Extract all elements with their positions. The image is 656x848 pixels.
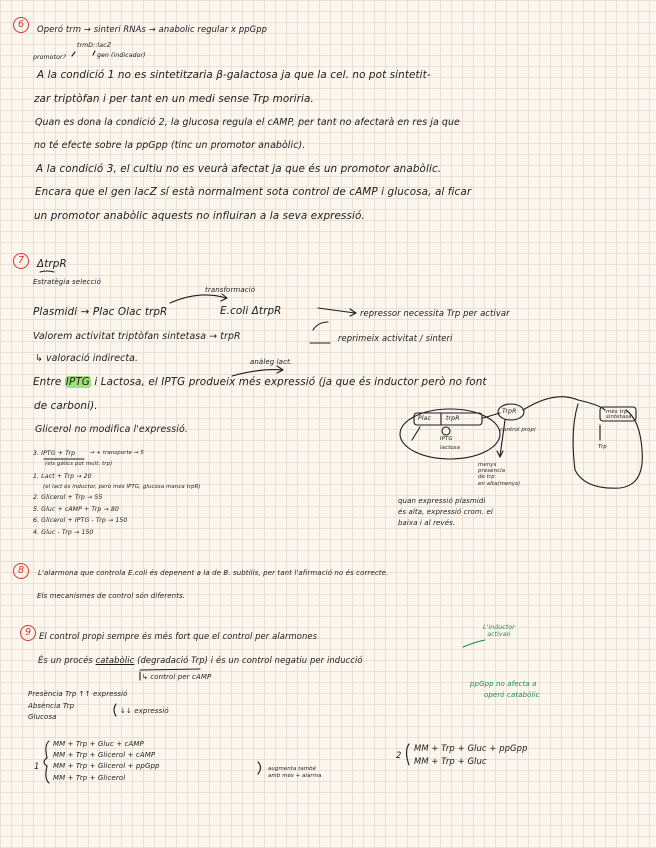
diagram-trp-label: Trp xyxy=(598,444,607,450)
diagram-inverse-label: menys presència de trp en alta(menys) xyxy=(478,462,521,487)
section-6-header: Operó trm → sinteri RNAs → anabolic regular x ppGpp xyxy=(37,24,268,34)
section-6-number: 6 xyxy=(13,17,29,33)
title-underline-stroke xyxy=(40,271,54,272)
section-8-number: 8 xyxy=(13,563,29,579)
section-6-paragraph-line: A la condició 1 no es sintetitzaria β-galactosa ja que la cel. no pot sintetit- xyxy=(37,69,431,81)
low-expression-label: ↓↓ expressió xyxy=(120,707,169,715)
condition-item: MM + Trp + Glicerol xyxy=(53,774,126,782)
reprimeix-line: reprimeix activitat / sinteri xyxy=(338,333,453,343)
diagram-sintetasa-label: més trp sintetasa xyxy=(606,409,632,421)
condition-group-1-label: 1 xyxy=(34,761,40,771)
repressor-arrow-head xyxy=(350,309,356,316)
rank-item: 4. Gluc - Trp → 150 xyxy=(33,529,94,536)
section-6-paragraph-line: Quan es dona la condició 2, la glucosa regula el cAMP, per tant no afectarà en res ja que xyxy=(35,117,460,128)
transformation-arrow xyxy=(170,295,226,303)
rank-item-note: (els gàlics pot mult. trp) xyxy=(45,461,113,467)
repressor-arrow xyxy=(318,308,355,313)
rank-item: 6. Glicerol + IPTG - Trp → 150 xyxy=(33,517,128,524)
small-arrow-stroke xyxy=(93,51,95,55)
ppgpp-note-line: ppGpp no afecta a xyxy=(470,680,537,688)
glucose-line: Glucosa xyxy=(28,713,57,721)
diagram-trpr-protein-label: TrpR xyxy=(502,408,517,415)
catabolic-line xyxy=(38,656,363,664)
iptg-line xyxy=(33,377,487,387)
diagram-caption-line: és alta, expressió crom. el xyxy=(398,508,493,516)
diagram-lactosa-label: lactosa xyxy=(440,445,460,451)
lactose-analog-label: anàleg lact. xyxy=(250,358,293,366)
ppgpp-note-line: operó catabòlic xyxy=(484,691,540,699)
repressor-note: repressor necessita Trp per activar xyxy=(360,308,510,318)
diagram-caption-line: quan expressió plasmidi xyxy=(398,497,486,505)
catabolic-word: catabòlic xyxy=(95,655,135,665)
diagram-arrow xyxy=(483,413,500,418)
section-8-line: Els mecanismes de control són diferents. xyxy=(37,592,186,600)
diagram-plac-label: Plac xyxy=(418,415,432,422)
inductor-note: L'inductor activan xyxy=(483,624,515,638)
analog-arrow-head xyxy=(277,366,283,373)
glicerol-line: Glicerol no modifica l'expressió. xyxy=(35,424,188,435)
brace-stroke xyxy=(114,704,116,716)
diagram-arrow xyxy=(500,420,505,456)
rank-item: 5. Gluc + cAMP + Trp → 80 xyxy=(33,506,119,513)
section-9-line: El control propi sempre és més fort que el control per alarmones xyxy=(39,631,318,641)
iptg-line-end: i Lactosa, el IPTG produeix més expressió (ja que és inductor però no font xyxy=(94,376,487,388)
indirect-valuation: ↳ valoració indirecta. xyxy=(35,353,139,364)
diagram-iptg-label: IPTG xyxy=(440,436,453,442)
trpr-arrow xyxy=(313,322,328,330)
group-2-brace xyxy=(407,744,410,765)
valorem-line: Valorem activitat triptòfan sintetasa → trpR xyxy=(33,331,241,342)
trp-fusion-label: trmD::lacZ xyxy=(77,42,112,49)
condition-item: MM + Trp + Gluc + ppGpp xyxy=(414,743,528,753)
catabolic-underline xyxy=(140,669,200,670)
promotor-label: promotor? xyxy=(33,54,67,61)
carboni-line: de carboni). xyxy=(34,400,98,412)
augment-note: augmenta també xyxy=(268,766,317,772)
ecoli-strain: E.coli ΔtrpR xyxy=(220,305,282,317)
rank-item-note: → + transporte → 5 xyxy=(90,450,144,456)
rank-item: 3. IPTG + Trp xyxy=(33,450,76,457)
catabolic-line-start: És un procés xyxy=(38,655,93,665)
inductor-arrow xyxy=(463,640,485,647)
rank-item: 1. Lact + Trp → 20 xyxy=(33,473,92,480)
rank-item-note: (el lact és inductor, però més IPTG, glucosa manca trpR) xyxy=(43,484,201,490)
section-6-paragraph-line: zar triptòfan i per tant en un medi sense Trp moriria. xyxy=(34,93,314,105)
rank-item: 2. Glicerol + Trp → 55 xyxy=(33,494,103,501)
diagram-trpr-label: trpR xyxy=(446,415,460,422)
section-7-title: ΔtrpR xyxy=(37,258,67,270)
transformation-label: transformació xyxy=(205,286,256,294)
augment-note: amb més + alarma xyxy=(268,773,322,779)
section-6-paragraph-line: A la condició 3, el cultiu no es veurà afectat ja que és un promotor anabòlic. xyxy=(36,163,442,175)
condition-item: MM + Trp + Glicerol + cAMP xyxy=(53,751,156,759)
condition-item: MM + Trp + Gluc + cAMP xyxy=(53,740,144,748)
camp-control-note: ↳ control per cAMP xyxy=(142,673,212,681)
diagram-arrow-head xyxy=(497,451,503,457)
section-7-subtitle: Estratègia selecció xyxy=(33,278,101,286)
plasmid-construct: Plasmidi → Plac Olac trpR xyxy=(33,306,168,318)
side-brace xyxy=(258,762,261,774)
presence-line: Presència Trp ↑↑ expressió xyxy=(28,690,128,698)
iptg-molecule xyxy=(442,427,450,435)
transformation-arrow-head xyxy=(221,294,227,301)
section-8-line: L'alarmona que controla E.coli és depenent a la de B. subtilis, per tant l'afirmació no és correcte. xyxy=(38,569,389,577)
small-arrow-stroke xyxy=(72,52,75,56)
condition-item: MM + Trp + Gluc xyxy=(414,756,487,766)
condition-item: MM + Trp + Glicerol + ppGpp xyxy=(53,762,160,770)
section-6-paragraph-line: Encara que el gen lacZ sí està normalment sota control de cAMP i glucosa, al ficar xyxy=(35,186,472,198)
iptg-line-start: Entre xyxy=(33,376,62,388)
condition-group-2-label: 2 xyxy=(396,750,402,760)
iptg-highlight: IPTG xyxy=(65,376,90,388)
catabolic-line-end: (degradació Trp) i és un control negatiu per inducció xyxy=(137,655,363,665)
section-9-number: 9 xyxy=(20,625,36,641)
diagram-arrow xyxy=(412,427,420,440)
absence-line: Absència Trp xyxy=(28,702,75,710)
diagram-control-label: control propi xyxy=(500,427,536,433)
section-6-paragraph-line: un promotor anabòlic aquests no influiran a la seva expressió. xyxy=(34,210,365,222)
diagram-caption-line: baixa i al revés. xyxy=(398,519,456,527)
section-7-number: 7 xyxy=(13,253,29,269)
group-1-brace xyxy=(44,741,49,783)
gen-label: gen (indicador) xyxy=(97,52,146,59)
section-6-paragraph-line: no té efecte sobre la ppGpp (tinc un promotor anabòlic). xyxy=(34,140,306,151)
diagram-curve xyxy=(523,397,605,410)
